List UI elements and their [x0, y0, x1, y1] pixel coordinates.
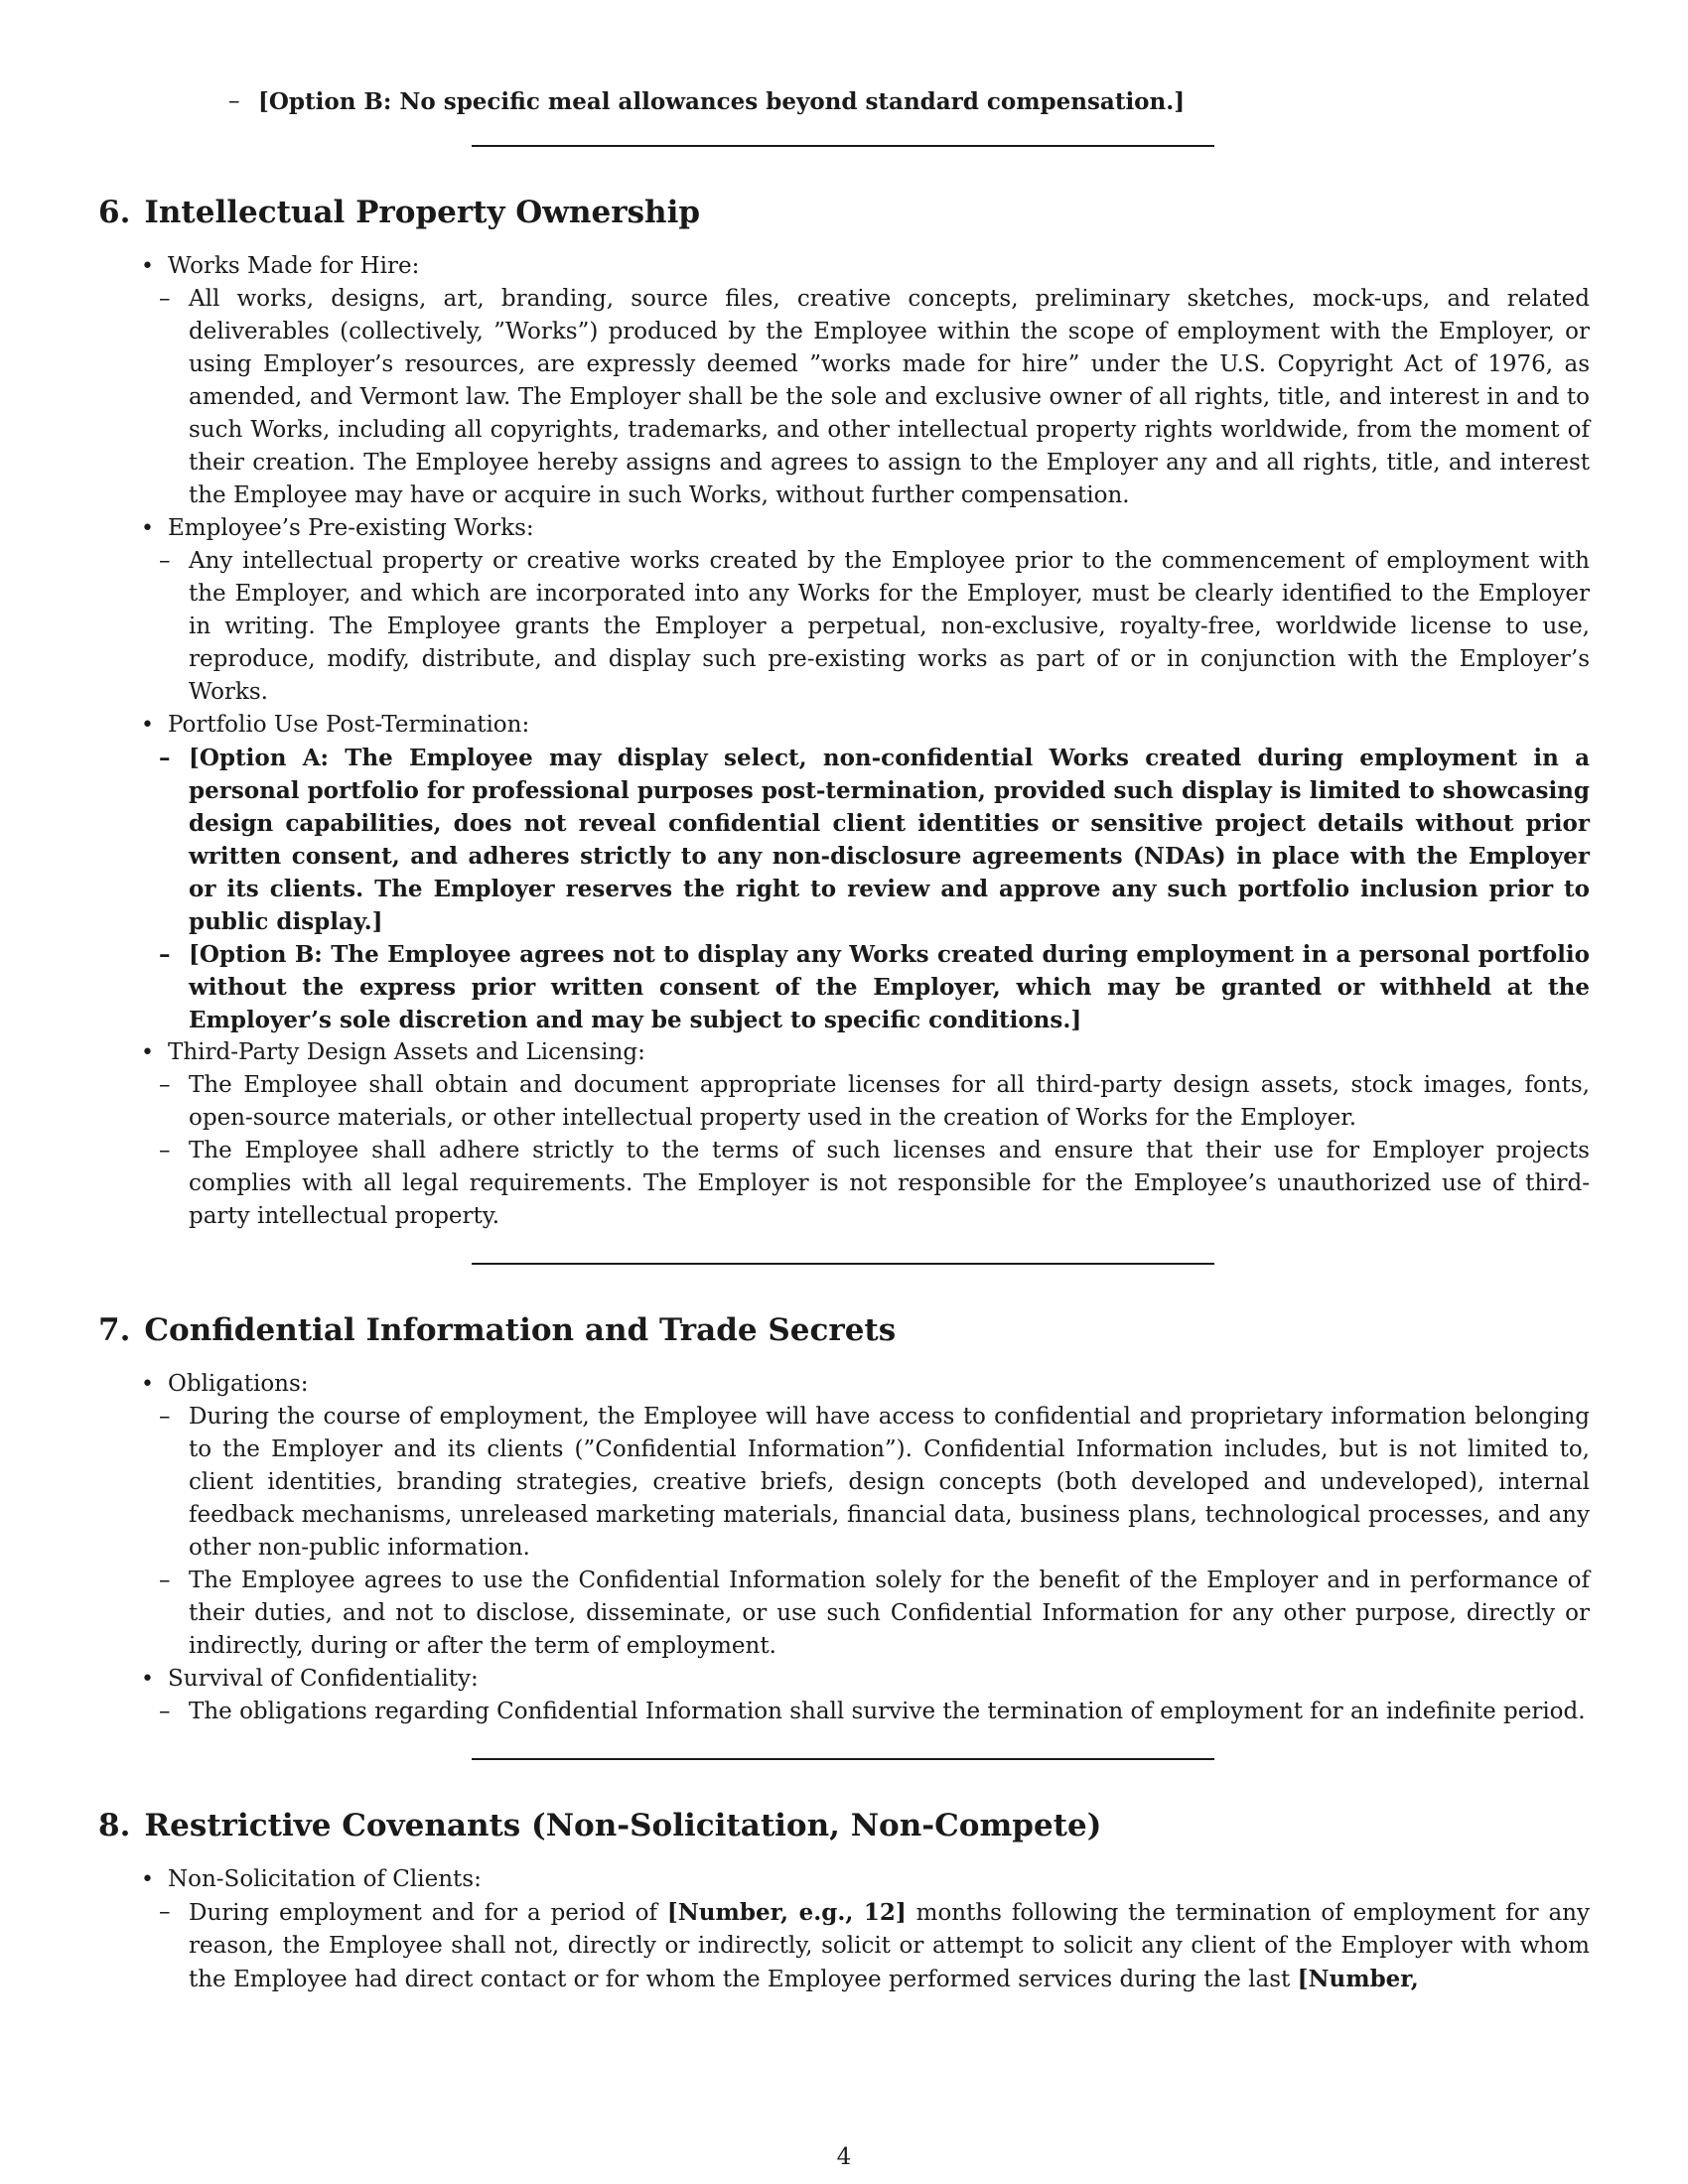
works-made-for-hire-text-item: [159, 283, 1590, 512]
obligations-use-item: [159, 1565, 1590, 1663]
section-6-title: Intellectual Property Ownership: [144, 195, 701, 230]
non-solicitation-item: [141, 1863, 1590, 1896]
preexisting-works-label: Employee’s Pre-existing Works:: [168, 515, 534, 541]
bullet-marker: •: [141, 1372, 154, 1397]
third-party-compliance-item: [159, 1135, 1590, 1233]
dash-marker: –: [159, 1899, 171, 1925]
non-solicitation-text-part1: During employment and for a period of: [189, 1900, 667, 1926]
works-made-for-hire-label: Works Made for Hire:: [168, 253, 420, 279]
section-8-number: 8.: [98, 1808, 131, 1843]
dash-marker: –: [159, 1568, 171, 1593]
non-solicitation-text-part2: months following the termination of employment for any reason, the Employee shall not, directly or indirectly, solicit or attempt to solicit any client of the Employer with whom the Employee had direct contact or for whom the Employee performed services during the last: [189, 1900, 1590, 1992]
dash-marker: –: [159, 745, 171, 771]
survival-text-item: [159, 1696, 1590, 1728]
survival-label: Survival of Confidentiality:: [168, 1666, 479, 1692]
section-8-title: Restrictive Covenants (Non-Solicitation, Non-Compete): [144, 1808, 1102, 1843]
meal-option-b-text: [Option B: No specific meal allowances beyond standard compensation.]: [258, 88, 1186, 115]
section-7-title: Confidential Information and Trade Secrets: [144, 1312, 897, 1348]
dash-marker: –: [159, 941, 171, 968]
portfolio-option-a-text: [Option A: The Employee may display select, non-confidential Works created during employment in a personal portfolio for professional purposes post-termination, provided such display is limited to showcasing design capabilities, does not reveal confidential client identities or sensitive project details without prior written consent, and adheres strictly to any non-disclosure agreements (NDAs) in place with the Employer or its clients. The Employer reserves the right to review and approve any such portfolio inclusion prior to public display.]: [189, 745, 1590, 935]
portfolio-option-a-item: [159, 742, 1590, 938]
preexisting-works-item: [141, 512, 1590, 545]
third-party-assets-label: Third-Party Design Assets and Licensing:: [168, 1039, 645, 1065]
document-page: [98, 85, 1590, 1996]
non-solicitation-text-item: [159, 1896, 1590, 1996]
obligations-definition-item: [159, 1401, 1590, 1565]
obligations-item: [141, 1368, 1590, 1401]
dash-marker: –: [228, 88, 240, 114]
survival-item: [141, 1663, 1590, 1696]
section-divider: [472, 145, 1214, 147]
portfolio-use-item: [141, 709, 1590, 742]
meal-option-b-item: [228, 85, 1590, 119]
non-solicitation-placeholder-number: [Number,: [1297, 1966, 1419, 1992]
dash-marker: –: [159, 548, 171, 574]
portfolio-use-label: Portfolio Use Post-Termination:: [168, 712, 530, 738]
section-8-heading: [98, 1806, 1590, 1845]
works-made-for-hire-text: All works, designs, art, branding, source files, creative concepts, preliminary sketches, mock-ups, and related deliverables (collectively, ”Works”) produced by the Employee within the scope of employment with the Employer, or using Employer’s resources, are expressly deemed ”works made for hire” under the U.S. Copyright Act of 1976, as amended, and Vermont law. The Employer shall be the sole and exclusive owner of all rights, title, and interest in and to such Works, including all copyrights, trademarks, and other intellectual property rights worldwide, from the moment of their creation. The Employee hereby assigns and agrees to assign to the Employer any and all rights, title, and interest the Employee may have or acquire in such Works, without further compensation.: [189, 286, 1590, 508]
third-party-licenses-text: The Employee shall obtain and document appropriate licenses for all third-party design assets, stock images, fonts, open-source materials, or other intellectual property used in the creation of Works for the Employer.: [189, 1072, 1590, 1131]
preexisting-works-text-item: [159, 545, 1590, 709]
section-7-heading: [98, 1310, 1590, 1350]
dash-marker: –: [159, 1138, 171, 1163]
works-made-for-hire-item: [141, 250, 1590, 283]
preexisting-works-text: Any intellectual property or creative works created by the Employee prior to the commencement of employment with the Employer, and which are incorporated into any Works for the Employer, must be clearly identified to the Employer in writing. The Employee grants the Employer a perpetual, non-exclusive, royalty-free, worldwide license to use, reproduce, modify, distribute, and display such pre-existing works as part of or in conjunction with the Employer’s Works.: [189, 548, 1590, 705]
portfolio-option-b-item: [159, 938, 1590, 1036]
non-solicitation-placeholder-months: [Number, e.g., 12]: [666, 1899, 907, 1926]
section-divider: [472, 1758, 1214, 1760]
survival-text: The obligations regarding Confidential Information shall survive the termination of employment for an indefinite period.: [189, 1699, 1586, 1724]
bullet-marker: •: [141, 254, 154, 279]
dash-marker: –: [159, 1699, 171, 1724]
third-party-compliance-text: The Employee shall adhere strictly to the terms of such licenses and ensure that their use for Employer projects complies with all legal requirements. The Employer is not responsible for the Employee’s unauthorized use of third-party intellectual property.: [189, 1138, 1590, 1229]
section-6-number: 6.: [98, 195, 131, 230]
page-number: 4: [836, 2144, 852, 2170]
non-solicitation-label: Non-Solicitation of Clients:: [168, 1866, 482, 1892]
dash-marker: –: [159, 1404, 171, 1430]
bullet-marker: •: [141, 1040, 154, 1065]
third-party-assets-item: [141, 1036, 1590, 1069]
bullet-marker: •: [141, 516, 154, 541]
dash-marker: –: [159, 286, 171, 312]
obligations-definition-text: During the course of employment, the Employee will have access to confidential and proprietary information belonging to the Employer and its clients (”Confidential Information”). Confidential Information includes, but is not limited to, client identities, branding strategies, creative briefs, design concepts (both developed and undeveloped), internal feedback mechanisms, unreleased marketing materials, financial data, business plans, technological processes, and any other non-public information.: [189, 1404, 1590, 1561]
third-party-licenses-item: [159, 1069, 1590, 1135]
bullet-marker: •: [141, 713, 154, 738]
portfolio-option-b-text: [Option B: The Employee agrees not to display any Works created during employment in a personal portfolio without the express prior written consent of the Employer, which may be granted or withheld at the Employer’s sole discretion and may be subject to specific conditions.]: [189, 941, 1590, 1033]
section-7-number: 7.: [98, 1312, 131, 1348]
section-divider: [472, 1263, 1214, 1265]
bullet-marker: •: [141, 1867, 154, 1892]
obligations-label: Obligations:: [168, 1371, 309, 1397]
dash-marker: –: [159, 1072, 171, 1098]
obligations-use-text: The Employee agrees to use the Confidential Information solely for the benefit of the Employer and in performance of their duties, and not to disclose, disseminate, or use such Confidential Information for any other purpose, directly or indirectly, during or after the term of employment.: [189, 1568, 1590, 1659]
bullet-marker: •: [141, 1667, 154, 1692]
section-6-heading: [98, 193, 1590, 232]
